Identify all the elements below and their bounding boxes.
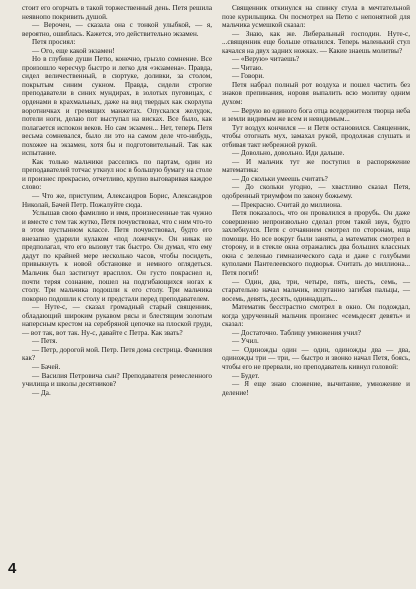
right-text-column (222, 4, 410, 397)
paragraph: Петя просиял: (32, 38, 76, 47)
paragraph: Священник откинулся на спинку стула в мечтательной позе курильщика. Он посмотрел на Петю с непонятной для мальчика усмешкой сказал: (222, 4, 410, 30)
paragraph: — Да. (32, 388, 51, 397)
paragraph: — Петр, дорогой мой. Петр. Петя дома сестрица. Фамилия как? (22, 345, 212, 363)
paragraph: Математик бесстрастно смотрел в окно. Он подождал, когда удрученный мальчик произнес «семьдесят девять» и сказал: (222, 303, 410, 329)
paragraph: Услышав свою фамилию и имя, произнесенные так чужно и вместе с тем так жутко, Петя почувствовал, что с ним что-то в этом пустынном классе. Петя почувствовал, будто его внезапно ударили кулаком «под ложечку». Он никак не предполагал, что его вызовут так быстро. Он думал, что ему дадут по крайней мере несколько часов, чтобы посидеть, привыкнуть к новой обстановке и немного оглядеться. Мальчик был застигнут врасплох. Он густо покраснел и, почти теряя сознание, пошел на подгибающихся ногах к столу. Три мальчика подошли к его столу. Три мальчика покорно подошли к столу и предстали перед преподавателем. (22, 209, 212, 303)
paragraph: — Василия Петровича сын? Преподавателя ремесленного училища и школы десятников? (22, 371, 212, 389)
paragraph: — Прекрасно. Считай до миллиона. (232, 200, 342, 209)
page-number: 4 (8, 560, 17, 577)
paragraph: — Что же, приступим, Александров Борис, Александров Николай, Бачей Петр. Пожалуйте сюда. (22, 192, 212, 209)
paragraph: — Будет. (232, 371, 260, 380)
paragraph: Петя показалось, что он провалился в прорубь. Он даже совершенно непроизвольно сделал ртом такой звук, будто захлебнулся. Петя с отчаянием смотрел по сторонам, ища помощи. Но все вокруг были заняты, а математик смотрел в сторону, и в стекле окна отражались два больших классных окна с зеленью гимназического сада и даже с голубыми куполами Пантелеевского подворья. Считать до миллиона... Петя погиб! (222, 209, 410, 277)
paragraph: — «Верую» читаешь? (232, 55, 300, 64)
paragraph: — Я еще знаю сложение, вычитание, умножение и деление! (222, 380, 410, 397)
paragraph: — Один, два, три, четыре, пять, шесть, семь, — старательно начал мальчик, испуганно загибая пальцы, — восемь, девять, десять, одиннадцать... (222, 277, 410, 303)
paragraph: Но в глубине души Петю, конечно, грызло сомнение. Все произошло чересчур быстро и легко для «экзамена». Правда, сидел величественный, в сюртуке, доливки, за столом, покрытым синим сукном. Правда, сидели строгие преподаватели в синих мундирах, в золотых пуговицах, с орденами в крахмальных, даже на вид твердых как скорлупа воротничках и гремящих манжетах. Опускался желудок, потели ноги, делаю пот выступал на висках. Все было, как полагается испокон веков. Но сам экзамен... Нет, теперь Петя весьма сомневался, было ли это на самом деле что-нибудь, похожее на экзамен, хотя бы и подготовительный. Так как испытание. (22, 55, 212, 158)
paragraph: Петя набрал полный рот воздуха и пошел частить без знаков препинания, норовя выпалить всю молитву одним духом: (222, 80, 410, 107)
paragraph: — И мальчик тут же поступил в распоряжение математика: (222, 157, 410, 175)
paragraph: стоит его огорчать в такой торжественный день. Петя решила неявнопо покривить душой. (22, 4, 212, 21)
paragraph: — Знаю, как же. Либеральный господин. Нуте-с, ...священник еще больше отвалился. Теперь маленький стул качался на двух задних ножках. — Какие знаешь молитвы? (222, 29, 410, 55)
paragraph: Как только мальчики расселись по партам, один из преподавателей тотчас уткнул нос в большую бумагу на столе и произнес прекрасно, отчетливо, крупно выговаривая каждое слово: (22, 157, 212, 192)
paragraph: — Учил. (232, 337, 259, 346)
paragraph: — Верочен, — сказала она с тонкой улыбкой, — я, вероятно, ошиблась. Кажется, это действительно экзамен. (22, 21, 212, 38)
paragraph: — Одиножды один — один, одиножды два — два, одиножды три — три, — быстро и звонко начал Петя, боясь, чтобы его не прервали, но преподаватель кивнул головой: (222, 345, 410, 371)
paragraph: — Петя. (32, 337, 58, 346)
paragraph: — До скольки угодно, — хвастливо сказал Петя, одобренный триумфом по закону божьему. (222, 183, 410, 201)
paragraph: — Нуте-с, — сказал громадный старый священник, обладающий широким рукавом рясы и блестящим золотым наперсным крестом на серебряной цепочке на плоской груди, — вот так, вот так. Ну-с, давайте с Петра. Как звать? (22, 303, 212, 337)
paragraph: — Читаю. (232, 63, 263, 72)
paragraph: — Говори. (232, 72, 265, 81)
paragraph: — Бачей. (32, 362, 61, 371)
paragraph: — До скольки умеешь считать? (232, 174, 328, 183)
paragraph: — Ого, еще какой экзамен! (32, 46, 115, 55)
paragraph: — Довольно, довольно. Иди дальше. (232, 149, 345, 158)
left-text-column (22, 4, 212, 397)
paragraph: — Верую во единого бога отца вседержителя творца неба и земли видимым же всем и невидимым... (222, 106, 410, 124)
paragraph: — Достаточно. Таблицу умножения учил? (232, 328, 361, 337)
paragraph: Тут воздух кончился — и Петя остановился. Священник, чтобы отогнать мух, замахал рукой, продолжая слушать и отбивая такт небрежной рукой. (222, 123, 410, 149)
